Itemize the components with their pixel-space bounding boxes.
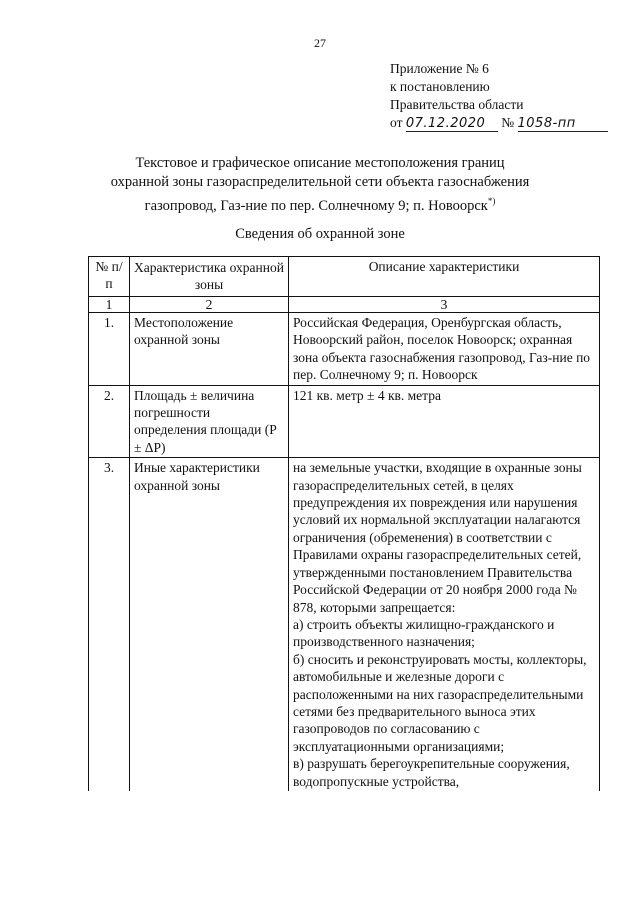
column-number: 2	[130, 297, 289, 313]
row-characteristic: Иные характеристики охранной зоны	[130, 458, 289, 791]
row-description: 121 кв. метр ± 4 кв. метра	[289, 385, 600, 458]
title-line-1: Текстовое и графическое описание местоположения границ	[135, 155, 505, 171]
number-label: №	[501, 115, 515, 130]
title-line-3-text: газопровод, Газ-ние по пер. Солнечному 9; п. Новоорск	[144, 197, 488, 214]
appendix-block	[390, 60, 608, 132]
title-line-2: охранной зоны газораспределительной сети объекта газоснабжения	[110, 174, 530, 190]
row-number: 2.	[89, 385, 130, 458]
appendix-line-government: Правительства области	[390, 97, 524, 112]
document-title	[60, 154, 580, 216]
row-number: 3.	[89, 458, 130, 791]
handwritten-number: 1058-пп	[518, 116, 608, 132]
row-characteristic: Площадь ± величина погрешности определения площади (Р ± ΔР)	[130, 385, 289, 458]
table-row	[89, 458, 600, 791]
table-row	[89, 313, 600, 386]
protection-zone-table	[88, 256, 600, 791]
row-description: на земельные участки, входящие в охранные зоны газораспределительных сетей, в целях предупреждения их повреждения или нарушения условий их нормальной эксплуатации налагаются ограничения (обременения) в соответствии с Правилами охраны газораспределительных сетей, утвержденными постановлением Правительства Российской Федерации от 20 ноября 2000 года № 878, которыми запрещается: а) строить объекты жилищно-гражданского и производственного назначения; б) сносить и реконструировать мосты, коллекторы, автомобильные и железные дороги с расположенными на них газораспределительными сетями без предварительного выноса этих газопроводов по согласованию с эксплуатационными организациями; в) разрушать берегоукрепительные сооружения, водопропускные устройства,	[289, 458, 600, 791]
column-number: 1	[89, 297, 130, 313]
footnote-mark: *)	[487, 196, 496, 206]
row-number: 1.	[89, 313, 130, 386]
header-description: Описание характеристики	[289, 257, 600, 297]
from-label: от	[390, 115, 403, 130]
header-number: № п/п	[89, 257, 130, 297]
header-characteristic: Характеристика охранной зоны	[130, 257, 289, 297]
row-characteristic: Местоположение охранной зоны	[130, 313, 289, 386]
appendix-title: Приложение № 6	[390, 61, 489, 76]
table-header-row	[89, 257, 600, 297]
row-description: Российская Федерация, Оренбургская область, Новоорский район, поселок Новоорск; охранная зона объекта газоснабжения газопровод, Газ-ние по пер. Солнечному 9; п. Новоорск	[289, 313, 600, 386]
table-row	[89, 385, 600, 458]
section-subtitle: Сведения об охранной зоне	[235, 226, 405, 242]
handwritten-date: 07.12.2020	[406, 116, 498, 132]
appendix-line-resolution: к постановлению	[390, 79, 490, 94]
title-line-3	[60, 192, 580, 216]
page-number: 27	[314, 36, 326, 50]
appendix-date-number	[390, 114, 608, 132]
column-number: 3	[289, 297, 600, 313]
column-number-row	[89, 297, 600, 313]
